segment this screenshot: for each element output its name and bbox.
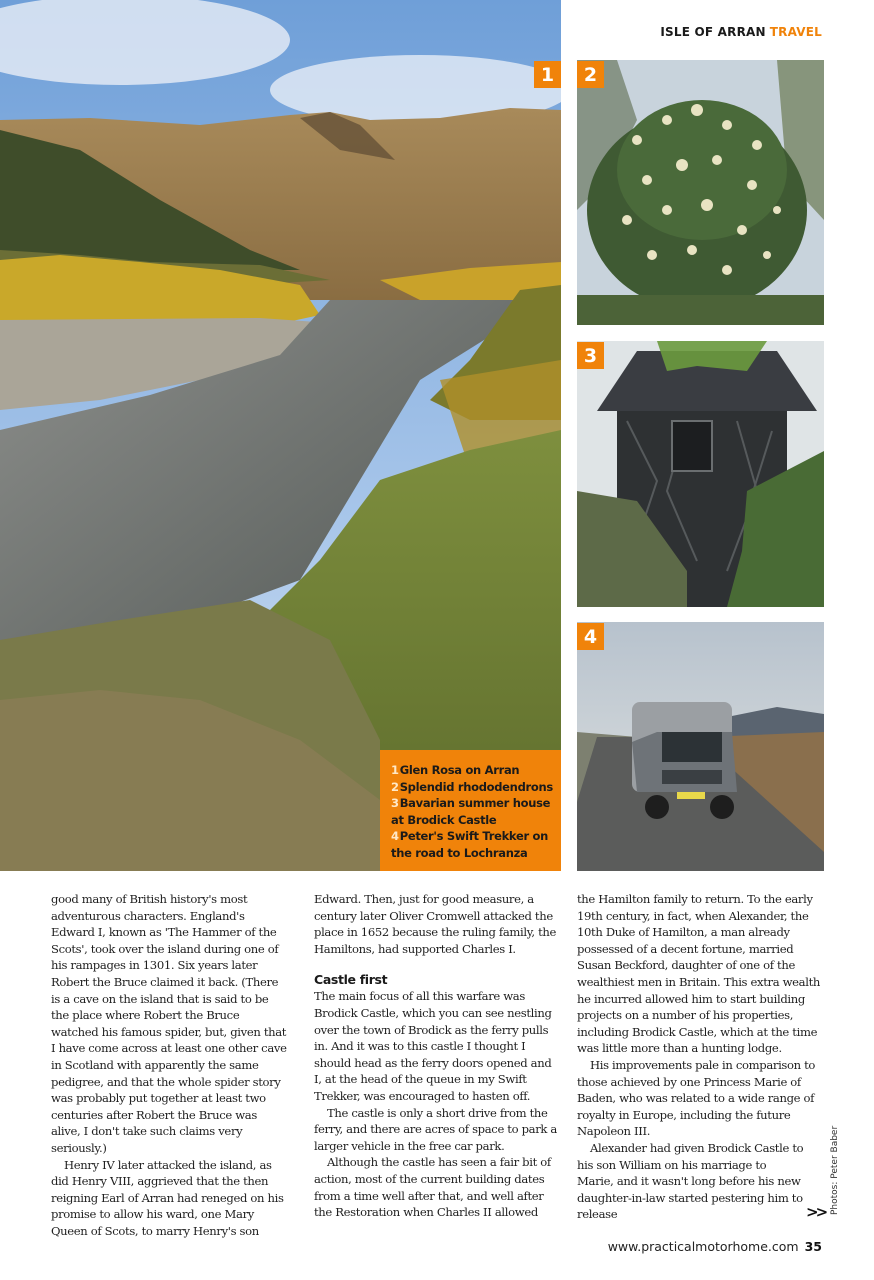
caption-4-line-2: the road to Lochranza xyxy=(391,845,528,860)
website-link[interactable]: www.practicalmotorhome.com xyxy=(607,1239,799,1254)
paragraph: Alexander had given Brodick Castle to his son William on his marriage to Marie, and it wasn't long before his new daughter-in-law started pestering him to release xyxy=(577,1140,804,1222)
subheading: Castle first xyxy=(314,972,388,988)
section-name: ISLE OF ARRAN xyxy=(660,25,766,39)
photo-number-3: 3 xyxy=(577,342,604,369)
text-column-2 xyxy=(314,891,559,1221)
category-name: TRAVEL xyxy=(769,25,822,39)
photo-credit: Photos: Peter Baber xyxy=(830,1125,840,1215)
caption-1: 1Glen Rosa on Arran xyxy=(391,763,520,777)
caption-2: 2Splendid rhododendrons xyxy=(391,779,553,794)
photo-swift-trekker xyxy=(577,622,824,871)
paragraph: His improvements pale in comparison to those achieved by one Princess Marie of Baden, who was related to a wide range of royalty in Europe, including the future Napoleon III. xyxy=(577,1057,816,1139)
caption-3-line-2: at Brodick Castle xyxy=(391,812,497,827)
paragraph: Edward. Then, just for good measure, a century later Oliver Cromwell attacked the place in 1652 because the ruling family, the Hamiltons, had supported Charles I. xyxy=(314,892,557,956)
paragraph: The castle is only a short drive from the ferry, and there are acres of space to park a larger vehicle in the free car park. xyxy=(314,1105,557,1153)
photo-number-4: 4 xyxy=(577,623,604,650)
photo-summer-house xyxy=(577,341,824,607)
section-header xyxy=(660,25,822,39)
photo-glen-rosa xyxy=(0,0,561,871)
continue-arrows-icon: >> xyxy=(806,1203,826,1221)
photo-number-1: 1 xyxy=(534,61,561,88)
paragraph: the Hamilton family to return. To the early 19th century, in fact, when Alexander, the 10th Duke of Hamilton, a man already possessed of a decent fortune, married Susan Beckford, daughter of one of the wealthiest men in Britain. This extra wealth he incurred allowed him to start building projects on a number of his properties, including Brodick Castle, which at the time was little more than a hunting lodge. xyxy=(577,892,821,1056)
page-number: 35 xyxy=(804,1239,822,1254)
paragraph: Henry IV later attacked the island, as did Henry VIII, aggrieved that the then reigning Earl of Arran had reneged on his promise to allow his ward, one Mary Queen of Scots, to marry Henry's son xyxy=(51,1157,284,1238)
photo-number-2: 2 xyxy=(577,61,604,88)
photo-rhododendrons xyxy=(577,60,824,325)
page-footer xyxy=(608,1239,822,1254)
paragraph: Although the castle has seen a fair bit of action, most of the current building dates from a time well after that, and well after the Restoration when Charles II allowed xyxy=(314,1155,551,1220)
paragraph: good many of British history's most adventurous characters. England's Edward I, known as 'The Hammer of the Scots', took over the island during one of his rampages in 1301. Six years later Robert the Bruce claimed it back. (There is a cave on the island that is said to be the place where Robert the Bruce watched his famous spider, but, given that I have come across at least one other cave in Scotland with apparently the same pedigree, and that the whole spider story was probably put together at least two centuries after Robert the Bruce was alive, I don't take such claims very seriously.) xyxy=(51,892,287,1155)
paragraph: The main focus of all this warfare was Brodick Castle, which you can see nestling over the town of Brodick as the ferry pulls in. And it was to this castle I thought I should head as the ferry doors opened and I, at the head of the queue in my Swift Trekker, was encouraged to hasten off. xyxy=(314,989,552,1103)
caption-4: 4Peter's Swift Trekker on xyxy=(391,829,549,844)
photo-captions xyxy=(380,750,561,871)
text-column-3 xyxy=(577,891,825,1223)
caption-3: 3Bavarian summer house xyxy=(391,796,551,811)
text-column-1 xyxy=(51,891,289,1239)
